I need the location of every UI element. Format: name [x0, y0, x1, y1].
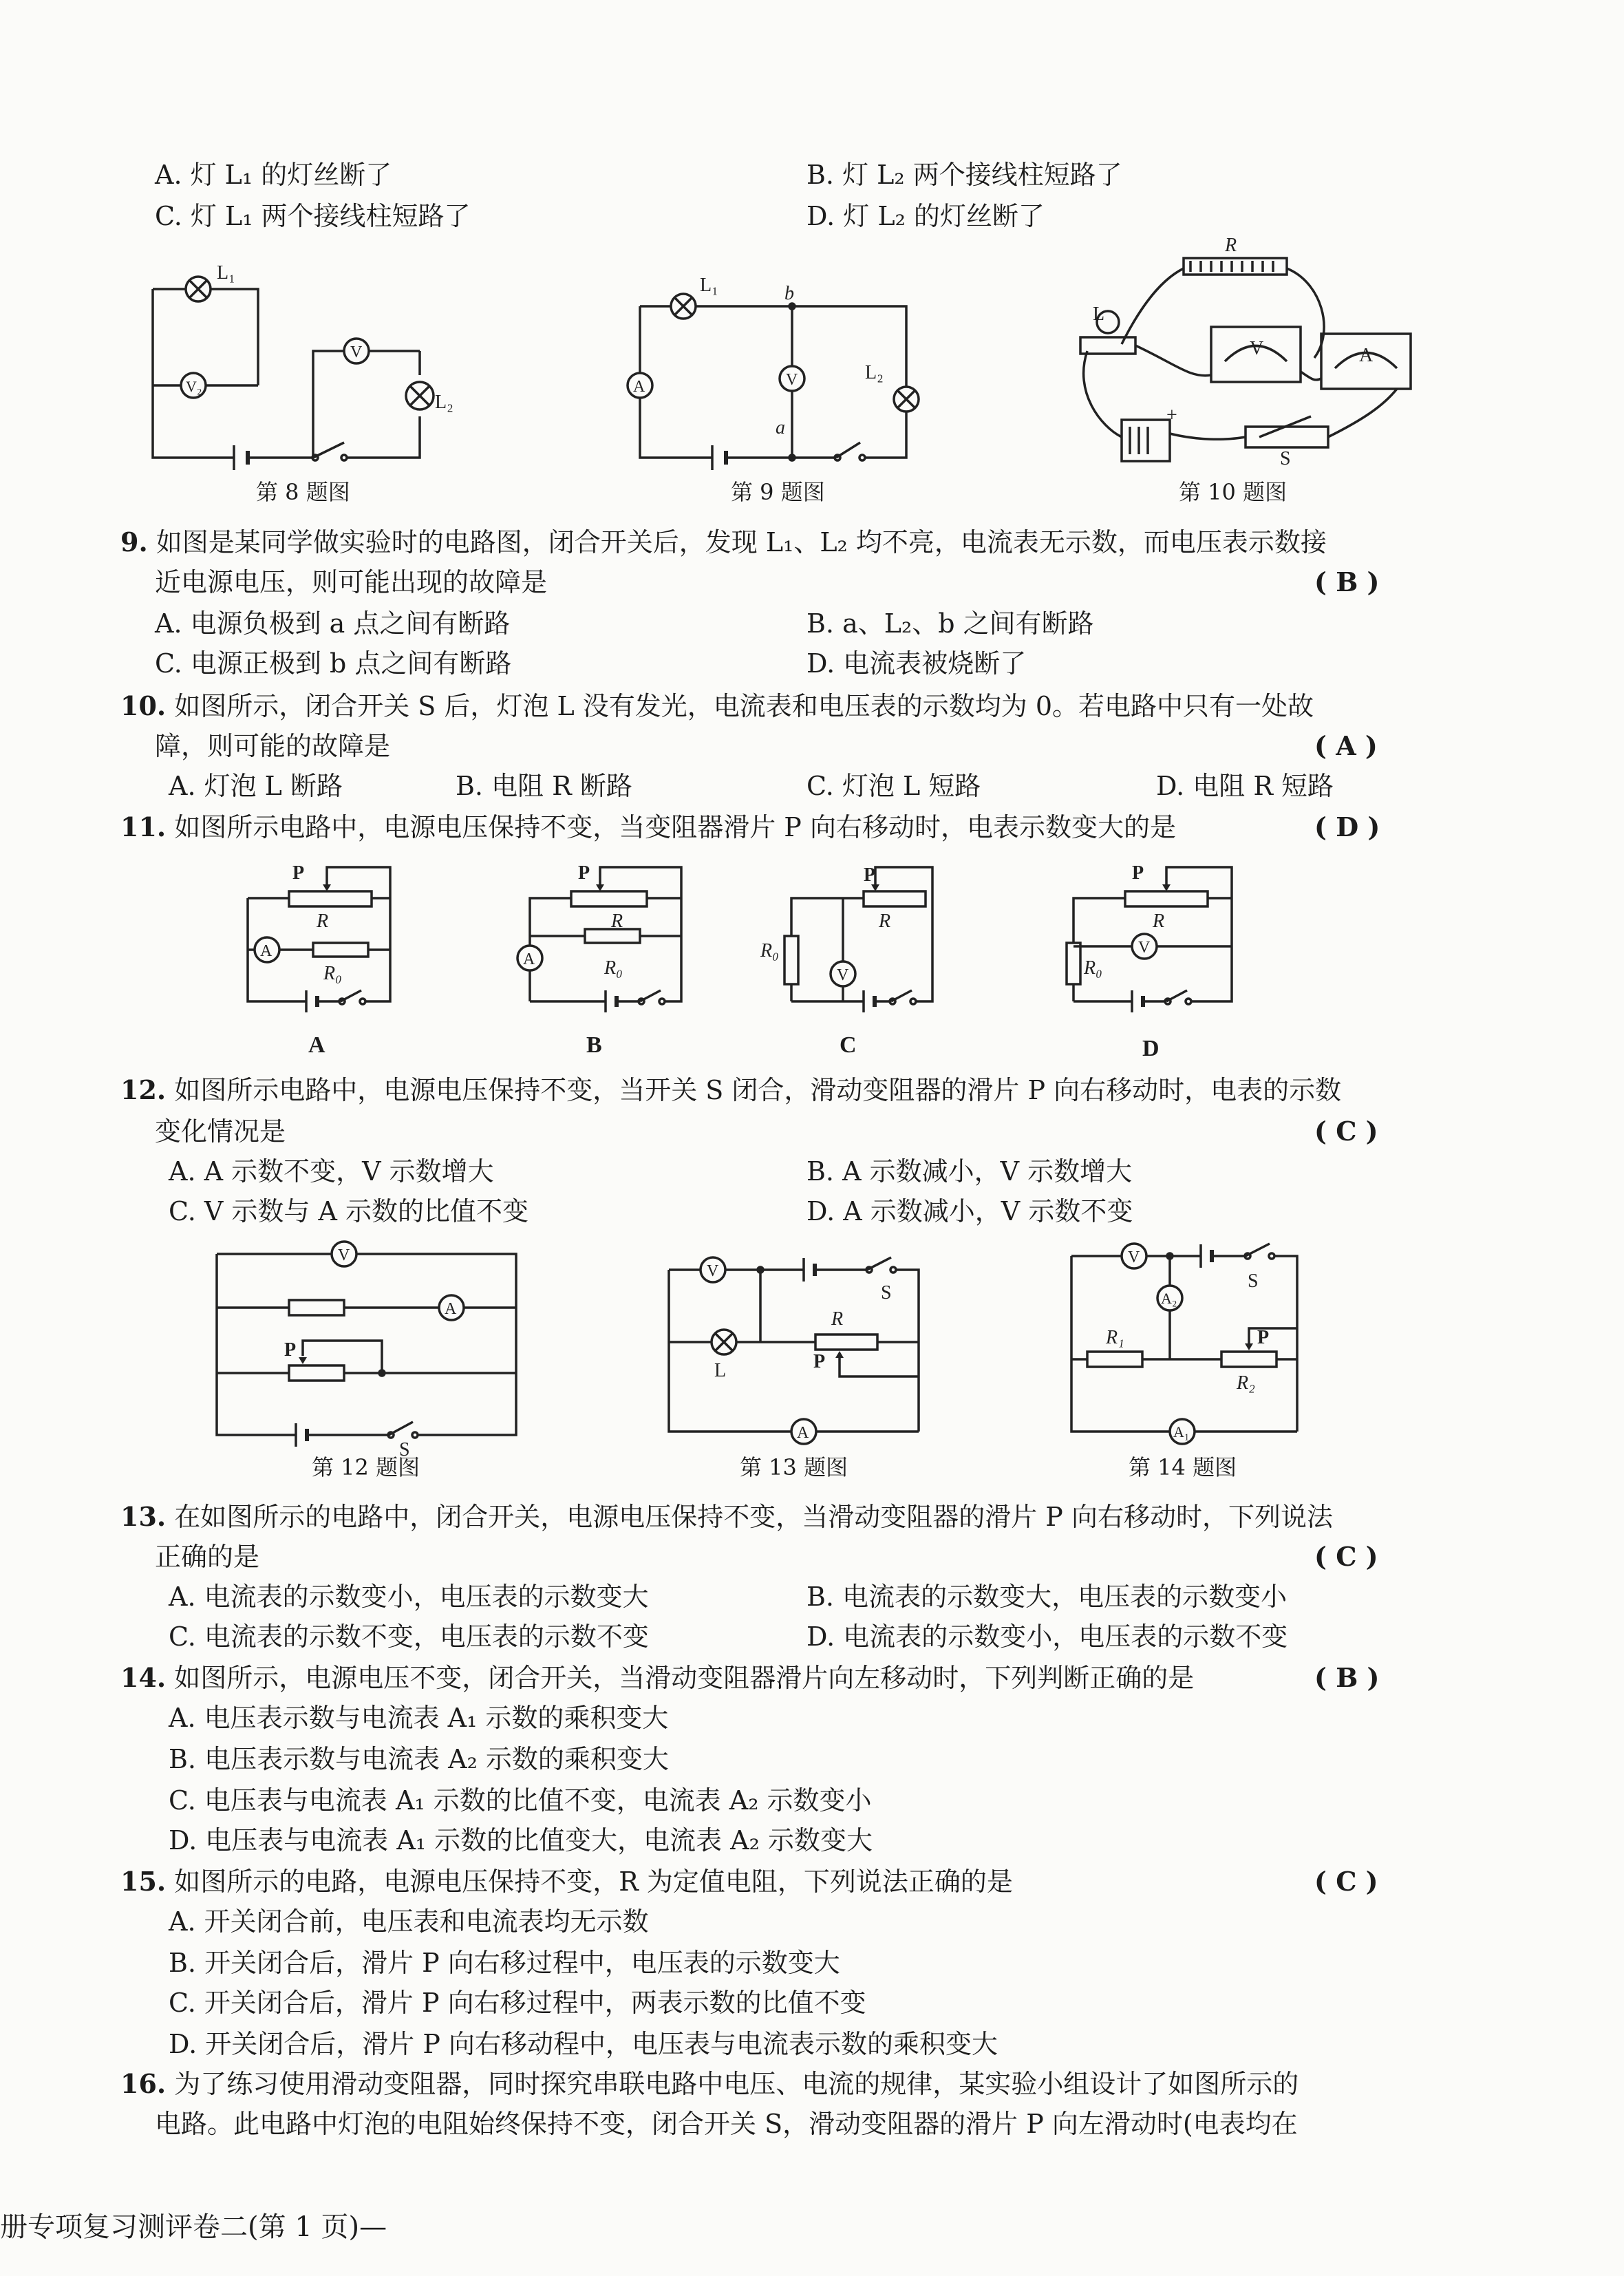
q13-stem-line2: 正确的是	[155, 1542, 260, 1572]
q13-number: 13.	[120, 1501, 167, 1532]
figure-12-caption: 第 12 题图	[312, 1454, 420, 1480]
svg-text:P: P	[578, 862, 590, 884]
q13-option-b: B. 电流表的示数变大，电压表的示数变小	[806, 1582, 1288, 1612]
q12-number: 12.	[120, 1074, 167, 1105]
q9-option-a: A. 电源负极到 a 点之间有断路	[155, 608, 511, 639]
q9-stem-line2: 近电源电压，则可能出现的故障是	[155, 567, 548, 597]
q12-stem-line2: 变化情况是	[155, 1116, 286, 1147]
q15-option-d: D. 开关闭合后，滑片 P 向右移动程中，电压表与电流表示数的乘积变大	[169, 2029, 998, 2059]
svg-text:V: V	[350, 343, 363, 361]
q15-option-a: A. 开关闭合前，电压表和电流表均无示数	[169, 1906, 649, 1937]
svg-text:S: S	[1280, 448, 1291, 469]
q15-answer: ( C )	[1314, 1866, 1378, 1897]
q15-option-b: B. 开关闭合后，滑片 P 向右移过程中，电压表的示数变大	[169, 1948, 840, 1978]
svg-text:P: P	[864, 864, 876, 886]
q10-option-b: B. 电阻 R 断路	[456, 771, 632, 801]
svg-text:P: P	[292, 862, 305, 884]
svg-text:P: P	[284, 1339, 297, 1361]
q8-option-c: C. 灯 L₁ 两个接线柱短路了	[155, 201, 471, 231]
figure-11-label-a: A	[308, 1032, 325, 1058]
q10-stem-line1	[120, 688, 1314, 724]
q14-stem-text1: 如图所示，电源电压不变，闭合开关，当滑动变阻器滑片向左移动时，下列判断正确的是	[174, 1663, 1195, 1693]
q12-stem-text1: 如图所示电路中，电源电压保持不变，当开关 S 闭合，滑动变阻器的滑片 P 向右移动时，电表的示数	[174, 1075, 1342, 1105]
svg-text:S: S	[881, 1282, 892, 1304]
svg-text:R: R	[317, 911, 329, 932]
figure-10-caption: 第 10 题图	[1179, 479, 1288, 505]
q9-number: 9.	[120, 527, 148, 557]
svg-text:R: R	[879, 911, 891, 932]
svg-text:V: V	[837, 966, 849, 984]
svg-text:A: A	[445, 1300, 457, 1318]
q8-option-d: D. 灯 L₂ 的灯丝断了	[806, 201, 1045, 231]
svg-text:S: S	[1248, 1270, 1259, 1292]
figure-14-caption: 第 14 题图	[1129, 1454, 1237, 1480]
svg-text:V: V	[707, 1262, 719, 1280]
q15-stem-line1	[120, 1864, 1013, 1900]
svg-text:V: V	[1250, 338, 1264, 359]
q9-stem-text1: 如图是某同学做实验时的电路图，闭合开关后，发现 L₁、L₂ 均不亮，电流表无示数，而电压表示数接	[156, 527, 1327, 557]
q16-number: 16.	[120, 2068, 167, 2099]
svg-text:A: A	[523, 950, 535, 968]
figure-8-caption: 第 8 题图	[256, 479, 350, 505]
q10-number: 10.	[120, 690, 167, 721]
svg-text:A₂: A₂	[1161, 1290, 1177, 1307]
q15-number: 15.	[120, 1866, 167, 1897]
svg-text:L: L	[714, 1360, 727, 1381]
svg-text:R₀: R₀	[604, 957, 623, 979]
q13-option-c: C. 电流表的示数不变，电压表的示数不变	[169, 1621, 649, 1652]
svg-text:R: R	[611, 911, 623, 932]
svg-text:A: A	[633, 378, 645, 396]
figure-14-circuit	[1063, 1239, 1311, 1445]
q16-stem-text1: 为了练习使用滑动变阻器，同时探究串联电路中电压、电流的规律，某实验小组设计了如图所示的	[174, 2069, 1299, 2099]
q16-stem-line2: 电路。此电路中灯泡的电阻始终保持不变，闭合开关 S，滑动变阻器的滑片 P 向左滑动时(电表均在	[155, 2109, 1298, 2139]
figure-8-circuit	[138, 262, 453, 471]
q10-stem-line2: 障，则可能的故障是	[155, 731, 391, 761]
q14-option-b: B. 电压表示数与电流表 A₂ 示数的乘积变大	[169, 1744, 669, 1774]
q10-option-d: D. 电阻 R 短路	[1156, 771, 1334, 801]
q9-option-c: C. 电源正极到 b 点之间有断路	[155, 648, 512, 679]
figure-11-label-d: D	[1142, 1036, 1160, 1061]
figure-10-apparatus	[1073, 235, 1431, 469]
svg-text:R: R	[1225, 235, 1237, 256]
q10-option-c: C. 灯泡 L 短路	[806, 771, 981, 801]
q12-option-b: B. A 示数减小，V 示数增大	[806, 1156, 1133, 1187]
figure-9-circuit	[623, 265, 919, 471]
figure-12-circuit	[213, 1239, 523, 1460]
q12-option-c: C. V 示数与 A 示数的比值不变	[169, 1196, 529, 1226]
svg-text:A: A	[797, 1424, 809, 1442]
figure-13-caption: 第 13 题图	[740, 1454, 848, 1480]
svg-text:P: P	[1132, 862, 1144, 884]
svg-text:L₂: L₂	[435, 392, 453, 413]
q13-option-a: A. 电流表的示数变小，电压表的示数变大	[169, 1582, 649, 1612]
q8-option-a: A. 灯 L₁ 的灯丝断了	[155, 160, 392, 190]
q11-stem-line1	[120, 809, 1176, 845]
figure-11b-circuit	[509, 864, 688, 1015]
figure-11d-circuit	[1063, 864, 1242, 1015]
svg-text:V: V	[786, 371, 798, 389]
svg-text:V: V	[1128, 1248, 1140, 1266]
q10-stem-text1: 如图所示，闭合开关 S 后，灯泡 L 没有发光，电流表和电压表的示数均为 0。若电路中只有一处故	[174, 691, 1314, 721]
svg-text:R: R	[1153, 911, 1165, 932]
svg-text:R₀: R₀	[760, 940, 779, 961]
q16-stem-line1	[120, 2066, 1299, 2102]
q15-option-c: C. 开关闭合后，滑片 P 向右移过程中，两表示数的比值不变	[169, 1988, 866, 2018]
svg-text:L₁: L₁	[217, 262, 235, 284]
svg-text:R: R	[831, 1308, 844, 1330]
q12-option-a: A. A 示数不变，V 示数增大	[169, 1156, 494, 1187]
q10-answer: ( A )	[1314, 730, 1378, 761]
svg-text:A₁: A₁	[1173, 1423, 1190, 1440]
svg-text:b: b	[784, 283, 794, 304]
q13-option-d: D. 电流表的示数变小，电压表的示数不变	[806, 1621, 1288, 1652]
q12-stem-line1	[120, 1072, 1341, 1108]
svg-text:R₀: R₀	[1084, 957, 1102, 979]
q15-stem-text1: 如图所示的电路，电源电压保持不变，R 为定值电阻，下列说法正确的是	[174, 1866, 1013, 1897]
svg-text:a: a	[776, 417, 785, 438]
figure-13-circuit	[661, 1249, 936, 1456]
svg-text:P: P	[1257, 1327, 1270, 1348]
svg-text:P: P	[813, 1351, 826, 1372]
svg-text:R₀: R₀	[323, 963, 342, 984]
figure-9-caption: 第 9 题图	[731, 479, 825, 505]
q13-answer: ( C )	[1314, 1541, 1378, 1572]
svg-text:A: A	[1359, 345, 1374, 366]
svg-text:V₂: V₂	[186, 378, 202, 395]
svg-text:L₂: L₂	[865, 362, 884, 383]
q14-answer: ( B )	[1314, 1662, 1380, 1693]
page-footer: 册专项复习测评卷二(第 1 页)—	[0, 2211, 387, 2243]
q14-option-a: A. 电压表示数与电流表 A₁ 示数的乘积变大	[169, 1703, 669, 1733]
q11-number: 11.	[120, 811, 167, 842]
q9-option-d: D. 电流表被烧断了	[806, 648, 1027, 679]
q14-option-c: C. 电压表与电流表 A₁ 示数的比值不变，电流表 A₂ 示数变小	[169, 1785, 872, 1816]
q14-stem-line1	[120, 1660, 1194, 1696]
figure-11c-circuit	[760, 864, 953, 1015]
q10-option-a: A. 灯泡 L 断路	[169, 771, 343, 801]
svg-text:L₁: L₁	[700, 275, 718, 296]
q9-answer: ( B )	[1314, 566, 1380, 597]
svg-text:L: L	[1093, 304, 1105, 325]
q13-stem-text1: 在如图所示的电路中，闭合开关，电源电压保持不变，当滑动变阻器的滑片 P 向右移动时，下列说法	[174, 1502, 1333, 1532]
q13-stem-line1	[120, 1499, 1333, 1535]
svg-text:A: A	[260, 942, 273, 960]
q9-stem-line1	[120, 524, 1327, 560]
svg-text:+: +	[1166, 405, 1177, 426]
q12-option-d: D. A 示数减小，V 示数不变	[806, 1196, 1133, 1226]
figure-11a-circuit	[237, 864, 403, 1015]
svg-text:V: V	[1138, 939, 1151, 957]
svg-text:S: S	[399, 1439, 410, 1460]
q14-number: 14.	[120, 1662, 167, 1693]
q9-option-b: B. a、L₂、b 之间有断路	[806, 608, 1094, 639]
q11-stem-text1: 如图所示电路中，电源电压保持不变，当变阻器滑片 P 向右移动时，电表示数变大的是	[174, 812, 1176, 842]
svg-text:V: V	[338, 1246, 350, 1264]
figure-11-label-c: C	[840, 1032, 857, 1058]
q8-option-b: B. 灯 L₂ 两个接线柱短路了	[806, 160, 1122, 190]
q14-option-d: D. 电压表与电流表 A₁ 示数的比值变大，电流表 A₂ 示数变大	[169, 1825, 873, 1855]
q11-answer: ( D )	[1314, 811, 1380, 842]
svg-text:R₂: R₂	[1237, 1372, 1255, 1394]
svg-text:R₁: R₁	[1106, 1327, 1124, 1348]
q12-answer: ( C )	[1314, 1116, 1378, 1147]
figure-11-label-b: B	[586, 1032, 602, 1058]
